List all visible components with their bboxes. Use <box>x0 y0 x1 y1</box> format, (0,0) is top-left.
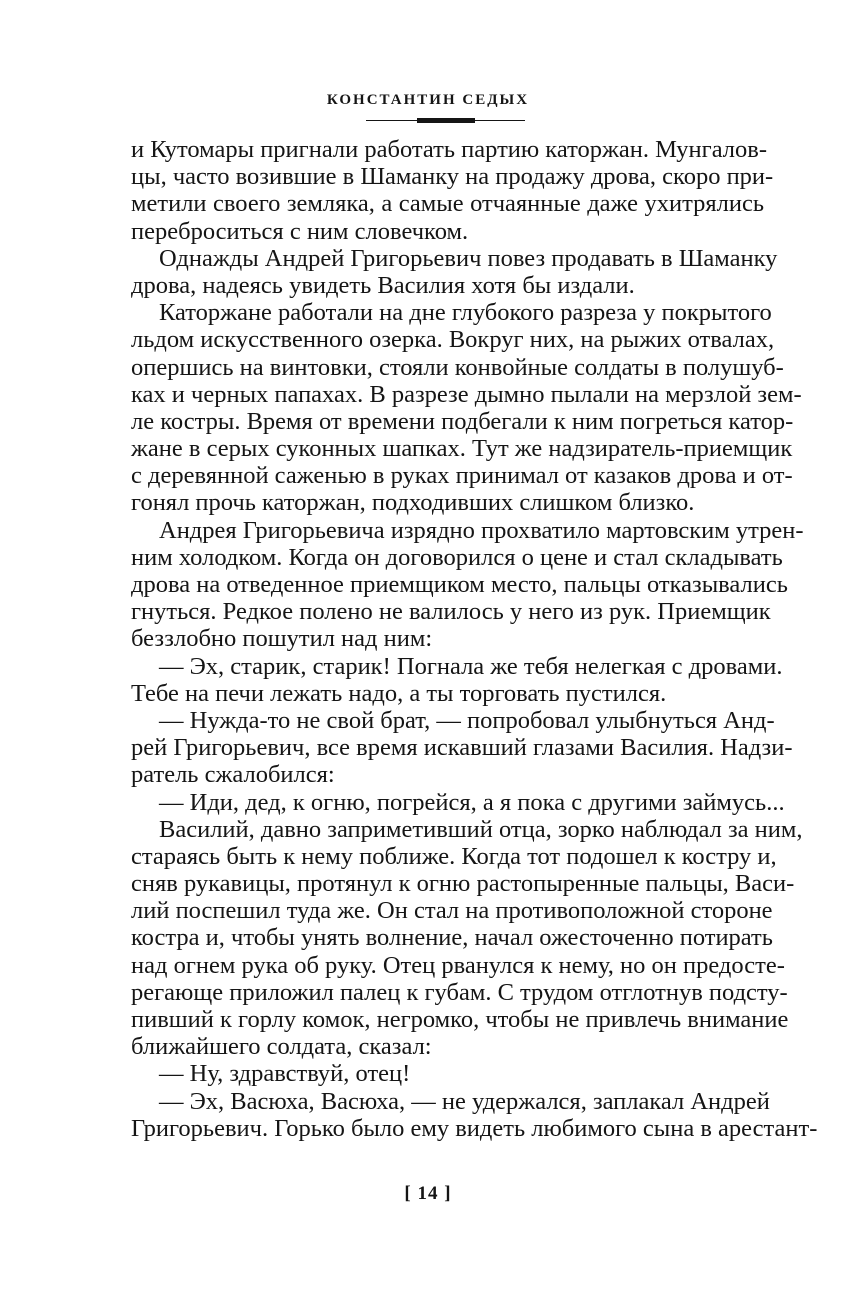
text-line: рей Григорьевич, все время искавший глазами Василия. Надзи- <box>131 734 793 762</box>
body-text <box>131 136 818 1142</box>
text-line: костра и, чтобы унять волнение, начал ожесточенно потирать <box>131 924 773 952</box>
text-line: переброситься с ним словечком. <box>131 217 469 245</box>
text-line: стараясь быть к нему поближе. Когда тот подошел к костру и, <box>131 842 777 870</box>
text-line: дрова на отведенное приемщиком место, пальцы отказывались <box>131 571 788 598</box>
text-line: ле костры. Время от времени подбегали к ним погреться катор- <box>131 407 794 435</box>
text-line: — Иди, дед, к огню, погрейся, а я пока с другими займусь... <box>159 788 785 816</box>
text-line: Василий, давно заприметивший отца, зорко наблюдал за ним, <box>159 815 803 843</box>
page-number: [ 14 ] <box>404 1183 452 1204</box>
text-line: — Эх, Васюха, Васюха, — не удержался, заплакал Андрей <box>159 1087 770 1115</box>
text-line: лий поспешил туда же. Он стал на противоположной стороне <box>131 897 773 925</box>
text-line: опершись на винтовки, стояли конвойные солдаты в полушуб- <box>131 353 784 381</box>
text-line: регающе приложил палец к губам. С трудом отглотнув подсту- <box>131 978 788 1006</box>
text-line: дрова, надеясь увидеть Василия хотя бы издали. <box>131 271 635 299</box>
text-line: ратель сжалобился: <box>131 761 335 789</box>
text-line: сняв рукавицы, протянул к огню растопыренные пальцы, Васи- <box>131 870 795 898</box>
text-line: гнуться. Редкое полено не валилось у него из рук. Приемщик <box>131 598 771 626</box>
text-line: над огнем рука об руку. Отец рванулся к нему, но он предосте- <box>131 951 785 979</box>
text-line: беззлобно пошутил над ним: <box>131 625 433 653</box>
text-line: — Эх, старик, старик! Погнала же тебя нелегкая с дровами. <box>159 652 783 680</box>
text-line: ним холодком. Когда он договорился о цене и стал складывать <box>131 543 783 571</box>
text-line: — Нужда-то не свой брат, — попробовал улыбнуться Анд- <box>159 706 775 734</box>
text-line: Каторжане работали на дне глубокого разреза у покрытого <box>159 299 772 327</box>
text-line: пивший к горлу комок, негромко, чтобы не привлечь внимание <box>131 1006 789 1033</box>
text-line: ках и черных папахах. В разрезе дымно пылали на мерзлой зем- <box>131 380 802 408</box>
text-line: Тебе на печи лежать надо, а ты торговать пустился. <box>131 679 667 707</box>
text-line: цы, часто возившие в Шаманку на продажу дрова, скоро при- <box>131 163 774 191</box>
text-line: с деревянной саженью в руках принимал от казаков дрова и от- <box>131 462 793 490</box>
text-line: жане в серых суконных шапках. Тут же надзиратель-приемщик <box>131 435 793 463</box>
text-line: и Кутомары пригнали работать партию каторжан. Мунгалов- <box>131 136 768 163</box>
text-line: метили своего земляка, а самые отчаянные даже ухитрялись <box>131 190 764 218</box>
text-line: ближайшего солдата, сказал: <box>131 1033 432 1061</box>
text-line: Однажды Андрей Григорьевич повез продавать в Шаманку <box>159 244 778 272</box>
running-header: КОНСТАНТИН СЕДЫХ <box>326 92 530 108</box>
text-line: гонял прочь каторжан, подходивших слишком близко. <box>131 489 695 517</box>
header-rule-accent <box>417 118 475 123</box>
text-line: льдом искусственного озерка. Вокруг них, на рыжих отвалах, <box>131 326 775 354</box>
text-line: — Ну, здравствуй, отец! <box>159 1060 411 1088</box>
text-line: Андрея Григорьевича изрядно прохватило мартовским утрен- <box>159 516 804 544</box>
text-line: Григорьевич. Горько было ему видеть любимого сына в арестант- <box>131 1114 818 1142</box>
